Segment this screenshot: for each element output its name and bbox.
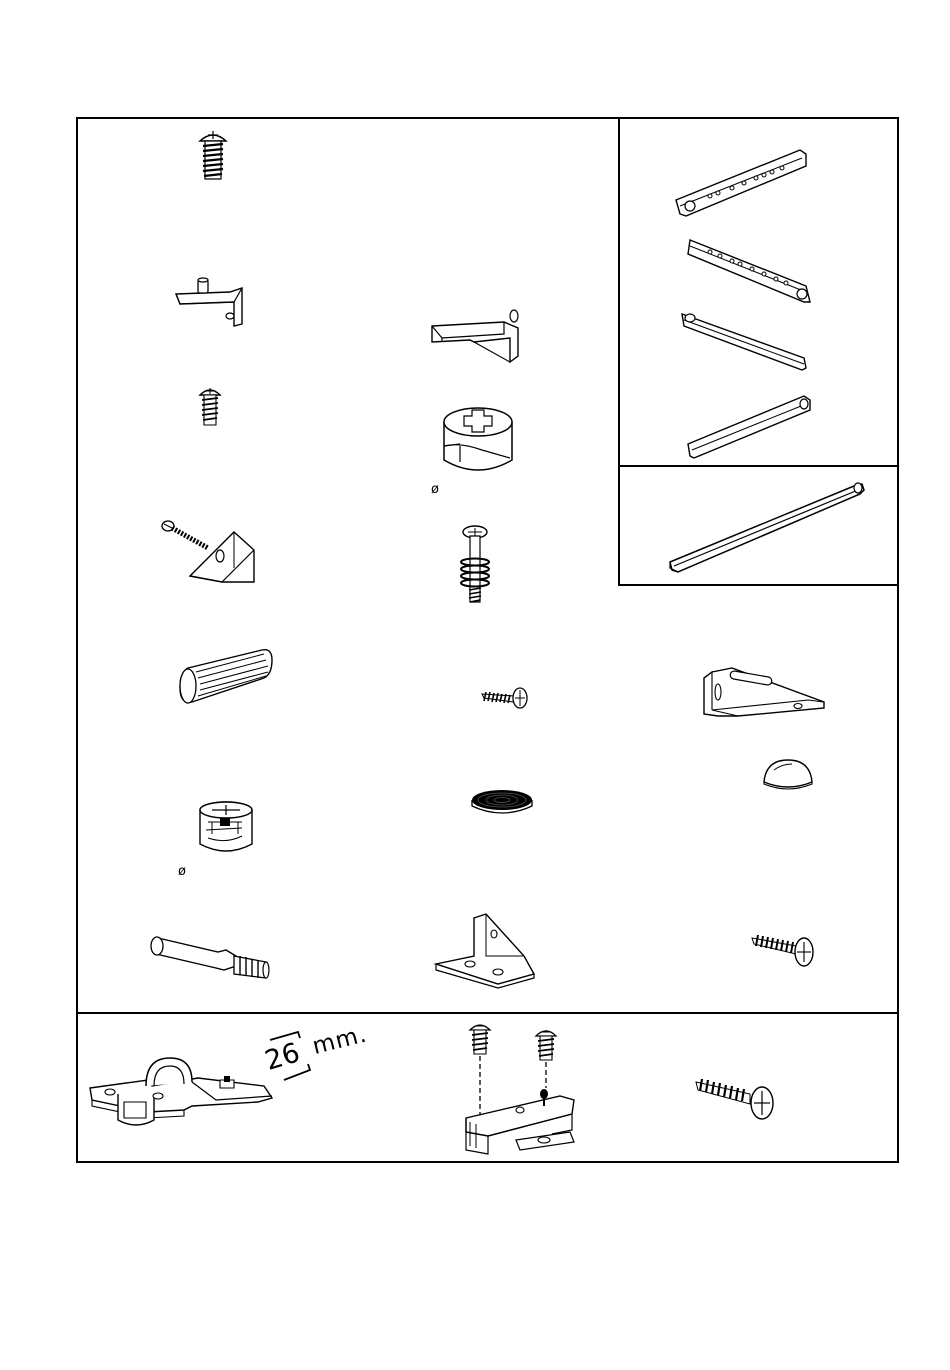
- euro-screw-small-icon: [198, 387, 222, 429]
- shelf-support-plate-icon: [430, 308, 522, 364]
- corner-block-with-screw-icon: [160, 518, 260, 584]
- diameter-symbol-cam-small: ø: [178, 864, 186, 879]
- rubber-bumper-icon: [762, 758, 814, 790]
- dowel-connector-pin-icon: [148, 932, 272, 984]
- hinge-dimension-unit: mm.: [309, 1021, 370, 1060]
- wooden-dowel-icon: [178, 648, 274, 706]
- wood-screw-medium-icon: [750, 930, 818, 970]
- euro-screw-large-icon: [196, 131, 230, 185]
- felt-pad-icon: [470, 788, 534, 820]
- cam-lock-large-icon: [440, 402, 516, 478]
- drawer-runner-4-icon: [686, 392, 812, 460]
- shelf-support-pin-bracket-icon: [174, 276, 246, 328]
- drawer-runner-1-icon: [674, 146, 810, 220]
- wood-screw-large-icon: [694, 1076, 778, 1122]
- concealed-hinge-icon: [88, 1050, 278, 1142]
- angle-bracket-gusset-icon: [434, 912, 538, 988]
- wood-screw-small-icon: [480, 684, 530, 710]
- mounting-plate-with-screws-icon: [460, 1022, 584, 1156]
- drawer-runner-2-icon: [686, 236, 816, 306]
- long-rail-icon: [668, 480, 866, 574]
- l-bracket-slotted-icon: [698, 666, 828, 720]
- shelf-pin-with-rings-icon: [456, 524, 494, 608]
- drawer-runner-3-icon: [680, 308, 810, 372]
- diameter-symbol-cam-large: ø: [431, 482, 439, 497]
- cam-lock-small-icon: [198, 800, 254, 858]
- hinge-dimension-value: 26: [261, 1037, 304, 1077]
